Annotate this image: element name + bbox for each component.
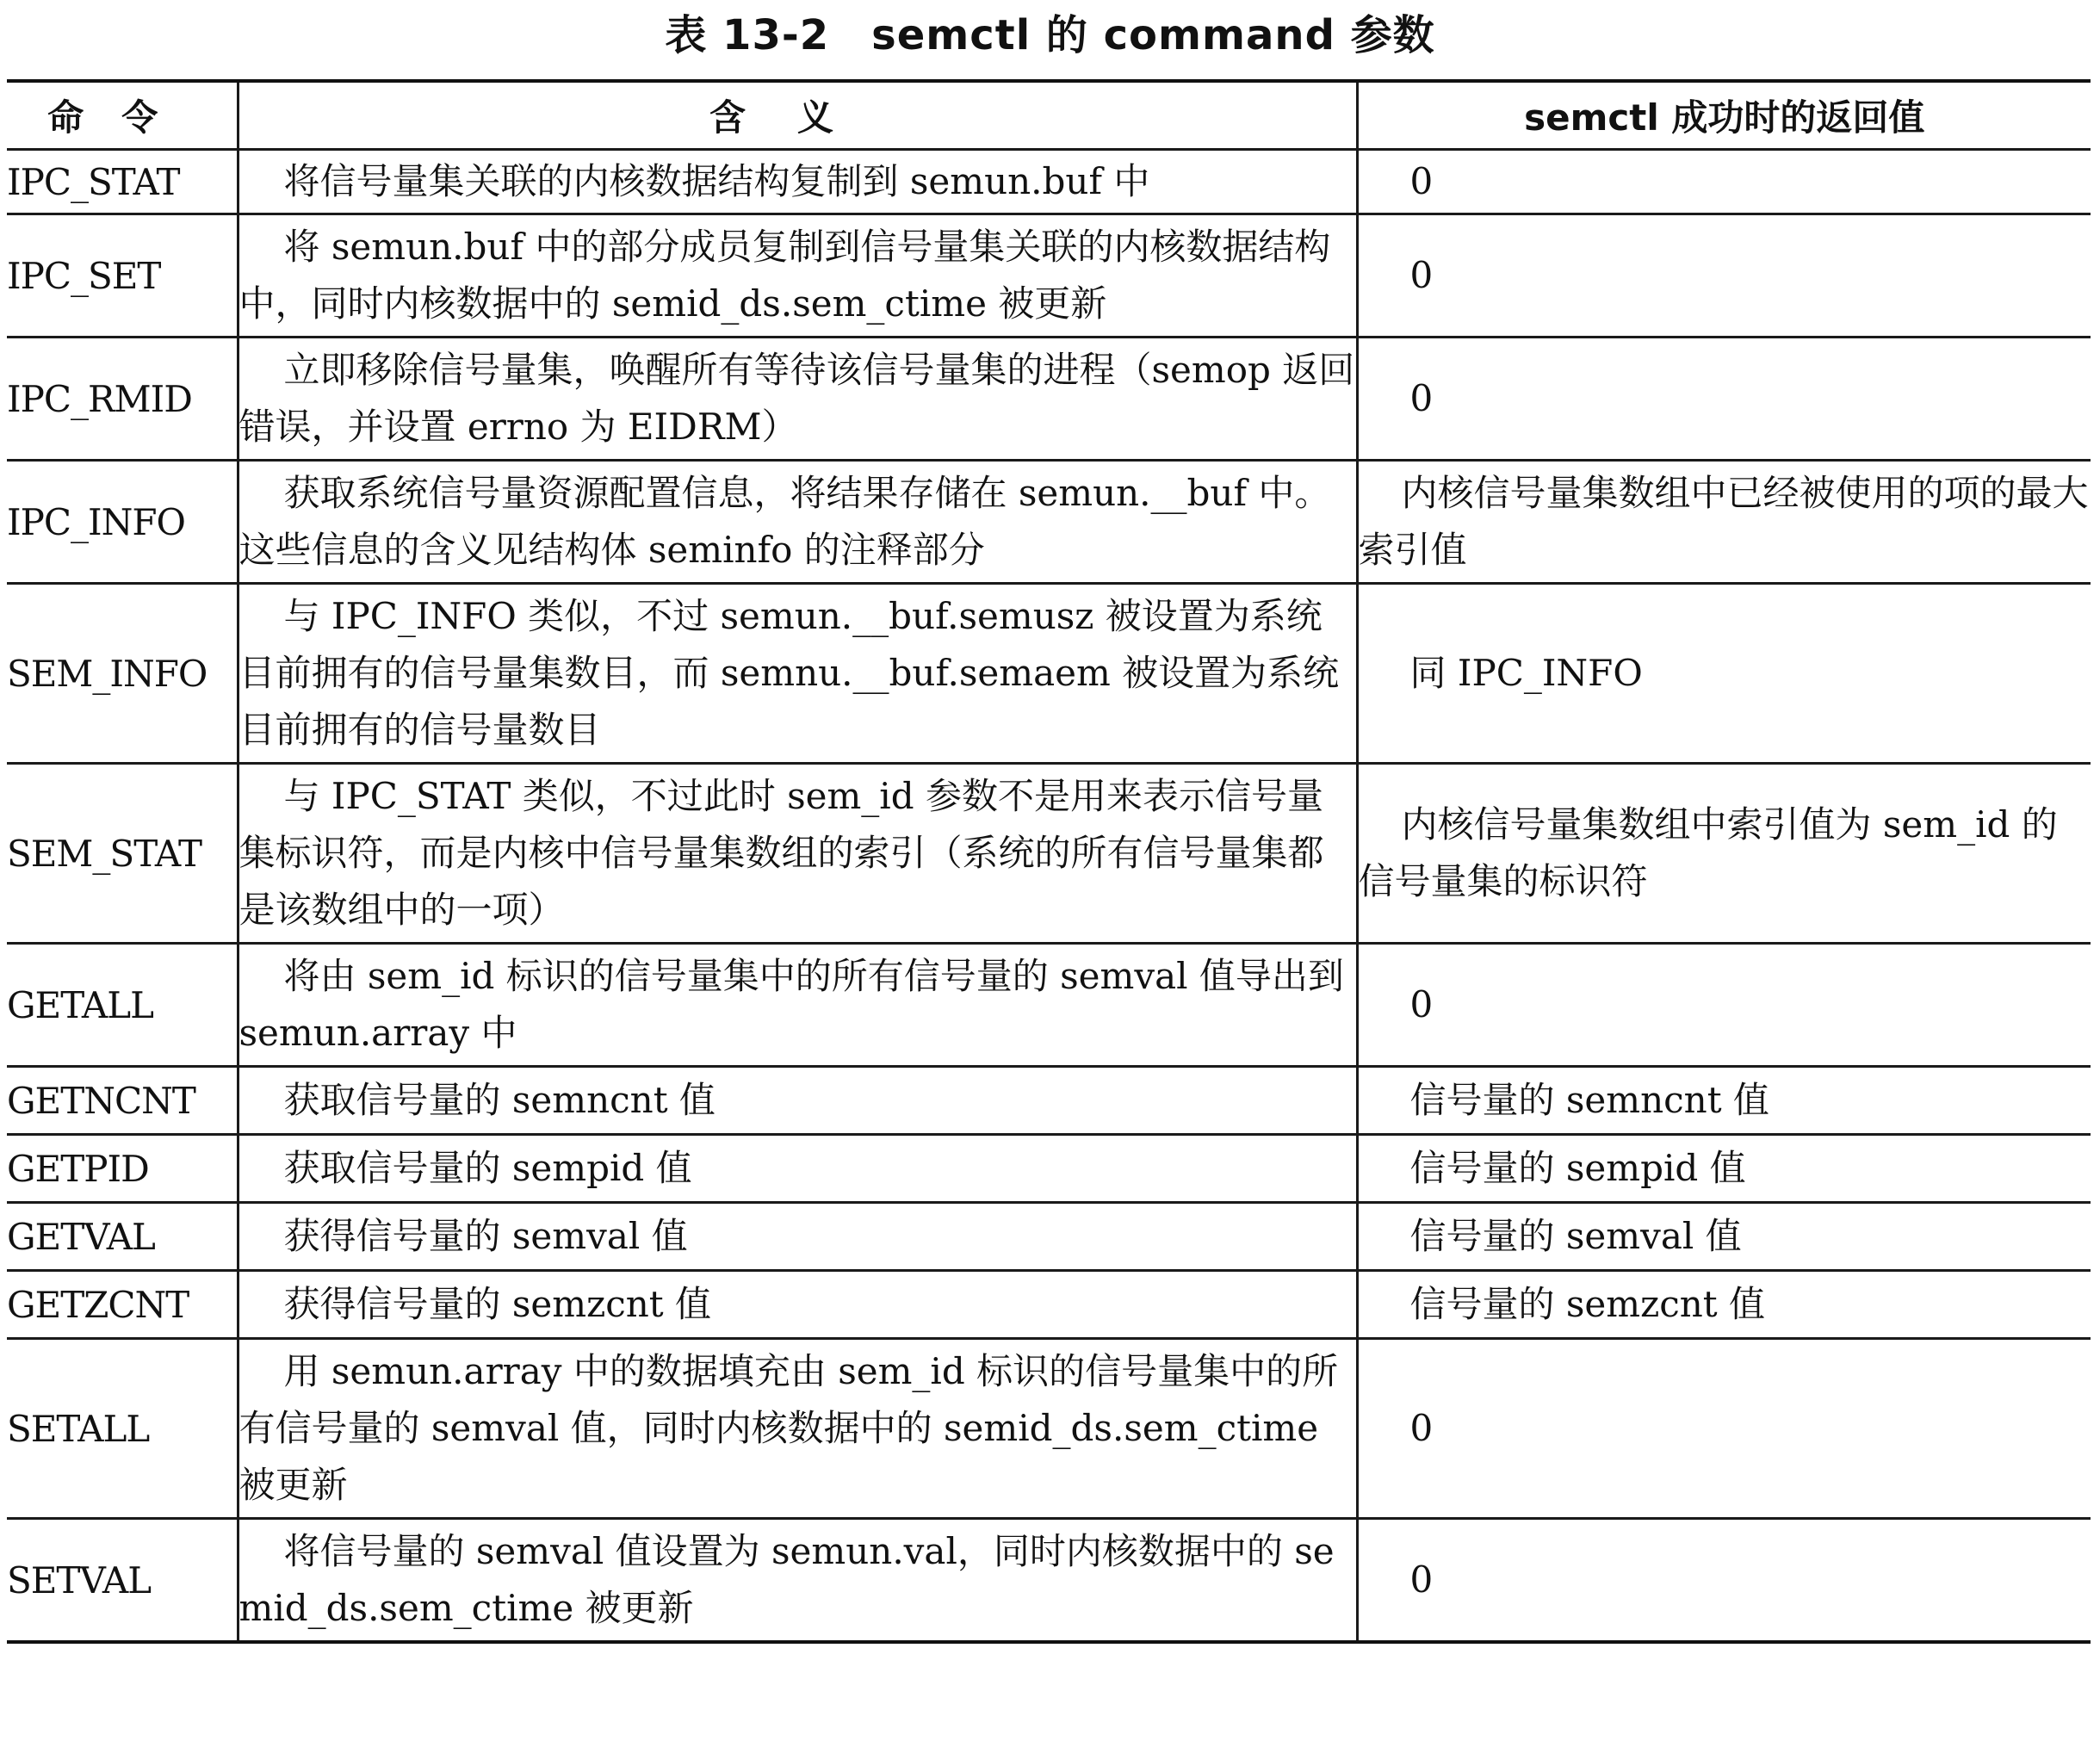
cell-command: GETVAL	[7, 1203, 238, 1271]
cell-meaning: 将信号量集关联的内核数据结构复制到 semun.buf 中	[238, 150, 1357, 214]
header-meaning: 含义	[238, 81, 1357, 150]
cell-return-value: 0	[1357, 150, 2091, 214]
cell-return-value: 内核信号量集数组中已经被使用的项的最大索引值	[1357, 461, 2091, 584]
table-row	[7, 338, 2091, 461]
cell-command: IPC_INFO	[7, 461, 238, 584]
table-row	[7, 1339, 2091, 1519]
cell-meaning: 获取系统信号量资源配置信息，将结果存储在 semun.__buf 中。这些信息的含义见结构体 seminfo 的注释部分	[238, 461, 1357, 584]
table-row	[7, 1271, 2091, 1339]
cell-meaning: 获取信号量的 sempid 值	[238, 1135, 1357, 1203]
cell-return-value: 信号量的 semncnt 值	[1357, 1067, 2091, 1135]
cell-command: GETZCNT	[7, 1271, 238, 1339]
table-row	[7, 944, 2091, 1067]
cell-meaning: 将信号量的 semval 值设置为 semun.val，同时内核数据中的 semid_ds.sem_ctime 被更新	[238, 1519, 1357, 1643]
cell-meaning: 与 IPC_STAT 类似，不过此时 sem_id 参数不是用来表示信号量集标识符，而是内核中信号量集数组的索引（系统的所有信号量集都是该数组中的一项）	[238, 764, 1357, 944]
header-row	[7, 81, 2091, 150]
table-row	[7, 461, 2091, 584]
cell-return-value: 信号量的 semval 值	[1357, 1203, 2091, 1271]
table-row	[7, 1135, 2091, 1203]
table-row	[7, 150, 2091, 214]
cell-command: IPC_RMID	[7, 338, 238, 461]
table-row	[7, 1203, 2091, 1271]
cell-return-value: 信号量的 semzcnt 值	[1357, 1271, 2091, 1339]
cell-return-value: 0	[1357, 944, 2091, 1067]
cell-meaning: 将 semun.buf 中的部分成员复制到信号量集关联的内核数据结构中，同时内核数据中的 semid_ds.sem_ctime 被更新	[238, 214, 1357, 338]
cell-meaning: 获得信号量的 semzcnt 值	[238, 1271, 1357, 1339]
cell-command: GETALL	[7, 944, 238, 1067]
cell-return-value: 0	[1357, 214, 2091, 338]
table-row	[7, 1067, 2091, 1135]
cell-return-value: 内核信号量集数组中索引值为 sem_id 的信号量集的标识符	[1357, 764, 2091, 944]
cell-meaning: 获取信号量的 semncnt 值	[238, 1067, 1357, 1135]
cell-return-value: 0	[1357, 1519, 2091, 1643]
cell-return-value: 0	[1357, 338, 2091, 461]
cell-return-value: 0	[1357, 1339, 2091, 1519]
cell-meaning: 立即移除信号量集，唤醒所有等待该信号量集的进程（semop 返回错误，并设置 errno 为 EIDRM）	[238, 338, 1357, 461]
table-row	[7, 1519, 2091, 1643]
cell-command: IPC_SET	[7, 214, 238, 338]
cell-meaning: 将由 sem_id 标识的信号量集中的所有信号量的 semval 值导出到 semun.array 中	[238, 944, 1357, 1067]
cell-command: GETPID	[7, 1135, 238, 1203]
cell-command: SEM_INFO	[7, 584, 238, 764]
cell-command: SETVAL	[7, 1519, 238, 1643]
cell-command: SEM_STAT	[7, 764, 238, 944]
command-table	[7, 79, 2091, 1644]
cell-return-value: 同 IPC_INFO	[1357, 584, 2091, 764]
table-caption: 表 13-2 semctl 的 command 参数	[665, 11, 1435, 59]
table-row	[7, 214, 2091, 338]
cell-meaning: 与 IPC_INFO 类似，不过 semun.__buf.semusz 被设置为系统目前拥有的信号量集数目，而 semnu.__buf.semaem 被设置为系统目前拥有的信号量数目	[238, 584, 1357, 764]
header-return-value: semctl 成功时的返回值	[1357, 81, 2091, 150]
cell-return-value: 信号量的 sempid 值	[1357, 1135, 2091, 1203]
cell-command: SETALL	[7, 1339, 238, 1519]
cell-meaning: 获得信号量的 semval 值	[238, 1203, 1357, 1271]
header-command: 命令	[7, 81, 238, 150]
cell-command: IPC_STAT	[7, 150, 238, 214]
cell-meaning: 用 semun.array 中的数据填充由 sem_id 标识的信号量集中的所有信号量的 semval 值，同时内核数据中的 semid_ds.sem_ctime 被更新	[238, 1339, 1357, 1519]
table-row	[7, 764, 2091, 944]
cell-command: GETNCNT	[7, 1067, 238, 1135]
table-row	[7, 584, 2091, 764]
